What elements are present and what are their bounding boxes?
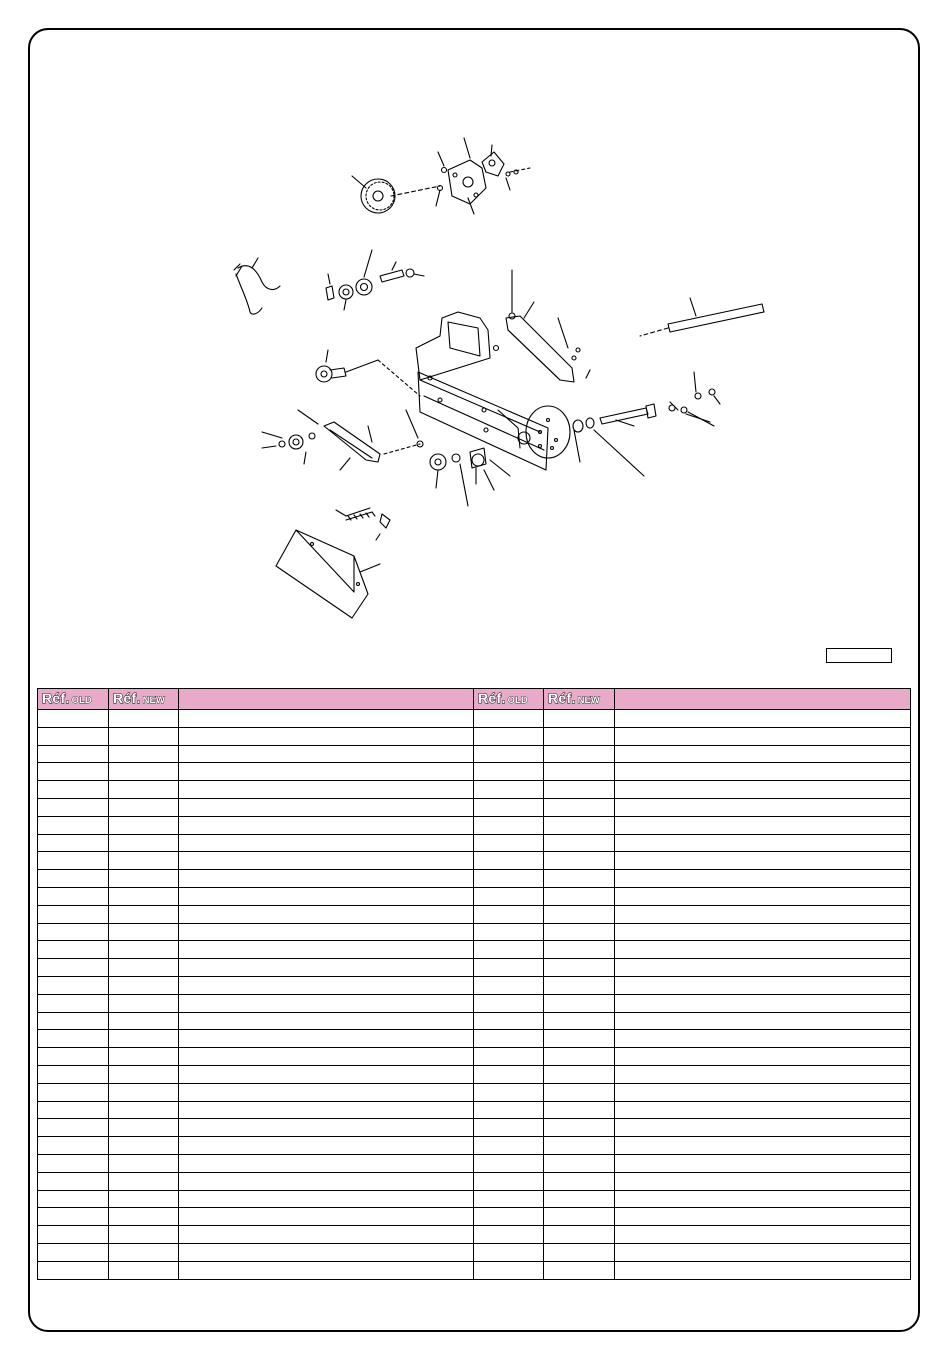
table-cell <box>38 1101 109 1119</box>
table-cell <box>544 905 615 923</box>
table-cell <box>109 941 179 959</box>
table-cell <box>179 1137 474 1155</box>
table-row <box>38 1261 911 1279</box>
table-cell <box>544 798 615 816</box>
table-cell <box>615 994 911 1012</box>
table-cell <box>109 816 179 834</box>
table-cell <box>615 1190 911 1208</box>
header-ref-old-left: Réf. OLD <box>38 689 109 710</box>
table-cell <box>179 959 474 977</box>
table-cell <box>615 816 911 834</box>
table-cell <box>544 781 615 799</box>
table-row <box>38 1243 911 1261</box>
table-row <box>38 1083 911 1101</box>
table-header-row <box>38 689 911 710</box>
table-cell <box>38 1208 109 1226</box>
table-cell <box>474 1065 544 1083</box>
table-cell <box>615 1065 911 1083</box>
middle-sprocket-part <box>430 448 510 506</box>
exploded-parts-diagram <box>0 0 950 660</box>
table-cell <box>474 1083 544 1101</box>
table-cell <box>474 941 544 959</box>
table-cell <box>544 710 615 728</box>
table-cell <box>109 1065 179 1083</box>
table-cell <box>544 941 615 959</box>
table-cell <box>474 727 544 745</box>
table-cell <box>615 727 911 745</box>
table-cell <box>615 781 911 799</box>
table-cell <box>38 1137 109 1155</box>
header-description-right <box>615 689 911 710</box>
table-cell <box>474 763 544 781</box>
table-cell <box>38 1261 109 1279</box>
table-cell <box>615 976 911 994</box>
table-cell <box>615 941 911 959</box>
table-cell <box>38 994 109 1012</box>
table-cell <box>38 763 109 781</box>
header-ref-new-right: Réf. NEW <box>544 689 615 710</box>
table-cell <box>474 1119 544 1137</box>
table-cell <box>544 1137 615 1155</box>
table-cell <box>615 1137 911 1155</box>
table-cell <box>615 745 911 763</box>
table-row <box>38 994 911 1012</box>
table-row <box>38 763 911 781</box>
table-row <box>38 887 911 905</box>
table-cell <box>109 1137 179 1155</box>
table-cell <box>474 1243 544 1261</box>
table-cell <box>179 994 474 1012</box>
header-description-left <box>179 689 474 710</box>
reference-number-box <box>826 648 892 663</box>
table-cell <box>38 923 109 941</box>
table-row <box>38 1101 911 1119</box>
table-cell <box>38 798 109 816</box>
table-cell <box>544 727 615 745</box>
table-row <box>38 1226 911 1244</box>
table-cell <box>474 852 544 870</box>
table-row <box>38 745 911 763</box>
table-cell <box>179 1261 474 1279</box>
table-cell <box>38 959 109 977</box>
table-row <box>38 941 911 959</box>
table-cell <box>474 1048 544 1066</box>
table-cell <box>544 1154 615 1172</box>
table-cell <box>615 1261 911 1279</box>
table-cell <box>544 1030 615 1048</box>
bearing-flange-part <box>436 138 530 214</box>
table-cell <box>179 1048 474 1066</box>
table-cell <box>179 941 474 959</box>
table-cell <box>109 994 179 1012</box>
table-row <box>38 1190 911 1208</box>
table-cell <box>544 763 615 781</box>
table-row <box>38 852 911 870</box>
table-cell <box>474 781 544 799</box>
table-cell <box>544 816 615 834</box>
table-cell <box>544 1012 615 1030</box>
table-cell <box>109 834 179 852</box>
table-row <box>38 1208 911 1226</box>
table-cell <box>544 1243 615 1261</box>
table-cell <box>109 710 179 728</box>
table-cell <box>109 959 179 977</box>
table-cell <box>474 887 544 905</box>
table-cell <box>109 1048 179 1066</box>
table-cell <box>474 994 544 1012</box>
table-cell <box>544 923 615 941</box>
table-row <box>38 976 911 994</box>
table-cell <box>474 976 544 994</box>
table-cell <box>544 1083 615 1101</box>
table-cell <box>474 1172 544 1190</box>
table-cell <box>615 1208 911 1226</box>
table-cell <box>179 1172 474 1190</box>
table-row <box>38 816 911 834</box>
table-cell <box>38 870 109 888</box>
table-cell <box>544 870 615 888</box>
table-cell <box>179 1030 474 1048</box>
table-cell <box>179 763 474 781</box>
table-cell <box>38 976 109 994</box>
roller-chain-part <box>234 258 280 314</box>
table-cell <box>38 941 109 959</box>
header-ref-new-left: Réf. NEW <box>109 689 179 710</box>
table-row <box>38 1030 911 1048</box>
table-cell <box>179 710 474 728</box>
table-row <box>38 1065 911 1083</box>
table-cell <box>474 1101 544 1119</box>
table-cell <box>38 1190 109 1208</box>
table-cell <box>474 745 544 763</box>
table-cell <box>179 1119 474 1137</box>
table-cell <box>38 727 109 745</box>
table-cell <box>615 798 911 816</box>
table-cell <box>109 1243 179 1261</box>
table-row <box>38 710 911 728</box>
table-cell <box>544 1101 615 1119</box>
table-cell <box>615 1012 911 1030</box>
table-cell <box>179 1190 474 1208</box>
table-row <box>38 1137 911 1155</box>
table-cell <box>474 798 544 816</box>
table-cell <box>179 923 474 941</box>
disc-hub-part <box>526 404 656 476</box>
table-cell <box>109 1261 179 1279</box>
table-cell <box>544 1208 615 1226</box>
table-cell <box>544 1065 615 1083</box>
table-cell <box>474 959 544 977</box>
table-cell <box>109 727 179 745</box>
table-cell <box>38 1172 109 1190</box>
table-cell <box>179 745 474 763</box>
table-cell <box>179 727 474 745</box>
table-cell <box>109 1154 179 1172</box>
table-cell <box>109 1101 179 1119</box>
table-cell <box>474 1190 544 1208</box>
table-cell <box>474 1208 544 1226</box>
table-cell <box>615 905 911 923</box>
table-row <box>38 1172 911 1190</box>
table-cell <box>38 1083 109 1101</box>
small-sprockets-part <box>326 250 424 310</box>
table-cell <box>109 905 179 923</box>
table-cell <box>615 887 911 905</box>
table-cell <box>109 1012 179 1030</box>
table-cell <box>474 1261 544 1279</box>
table-cell <box>474 923 544 941</box>
table-row <box>38 781 911 799</box>
table-cell <box>544 887 615 905</box>
table-cell <box>179 852 474 870</box>
table-cell <box>544 1261 615 1279</box>
table-cell <box>544 852 615 870</box>
tension-spring-part <box>336 508 390 540</box>
table-cell <box>544 994 615 1012</box>
table-cell <box>109 976 179 994</box>
table-cell <box>179 781 474 799</box>
table-cell <box>474 1137 544 1155</box>
table-cell <box>615 1243 911 1261</box>
table-row <box>38 1048 911 1066</box>
table-cell <box>38 1119 109 1137</box>
table-cell <box>38 1243 109 1261</box>
table-row <box>38 834 911 852</box>
table-cell <box>615 1119 911 1137</box>
table-row <box>38 870 911 888</box>
table-cell <box>179 887 474 905</box>
table-cell <box>615 959 911 977</box>
table-cell <box>179 834 474 852</box>
table-cell <box>179 1083 474 1101</box>
table-cell <box>474 816 544 834</box>
table-cell <box>179 798 474 816</box>
table-cell <box>615 1083 911 1101</box>
table-cell <box>109 798 179 816</box>
table-cell <box>179 1101 474 1119</box>
table-cell <box>109 1030 179 1048</box>
table-cell <box>544 745 615 763</box>
parts-table-body <box>38 710 911 1280</box>
table-cell <box>474 834 544 852</box>
table-row <box>38 905 911 923</box>
table-cell <box>38 1065 109 1083</box>
table-cell <box>38 1048 109 1066</box>
table-cell <box>109 870 179 888</box>
table-cell <box>544 834 615 852</box>
table-cell <box>179 870 474 888</box>
table-cell <box>38 905 109 923</box>
table-cell <box>474 905 544 923</box>
support-bracket-part <box>494 270 591 382</box>
table-cell <box>544 959 615 977</box>
table-row <box>38 1154 911 1172</box>
table-cell <box>544 1226 615 1244</box>
table-cell <box>474 870 544 888</box>
drive-shaft-part <box>640 298 764 336</box>
table-row <box>38 923 911 941</box>
table-cell <box>109 852 179 870</box>
table-cell <box>38 781 109 799</box>
table-cell <box>615 852 911 870</box>
table-cell <box>615 1101 911 1119</box>
table-cell <box>179 1243 474 1261</box>
table-row <box>38 727 911 745</box>
table-cell <box>109 1119 179 1137</box>
table-cell <box>109 763 179 781</box>
header-ref-old-right: Réf. OLD <box>474 689 544 710</box>
table-cell <box>615 870 911 888</box>
table-cell <box>615 834 911 852</box>
table-cell <box>615 923 911 941</box>
table-cell <box>109 923 179 941</box>
table-cell <box>544 1190 615 1208</box>
table-cell <box>615 763 911 781</box>
table-cell <box>109 1190 179 1208</box>
parts-list-table <box>37 688 911 1280</box>
table-cell <box>38 834 109 852</box>
table-row <box>38 959 911 977</box>
table-cell <box>109 745 179 763</box>
table-cell <box>615 1172 911 1190</box>
table-cell <box>179 976 474 994</box>
table-cell <box>615 1048 911 1066</box>
table-cell <box>38 1226 109 1244</box>
table-cell <box>109 1208 179 1226</box>
table-cell <box>38 887 109 905</box>
table-cell <box>544 1048 615 1066</box>
chain-guard-part <box>276 530 380 618</box>
table-row <box>38 1119 911 1137</box>
table-cell <box>179 1065 474 1083</box>
table-cell <box>474 1012 544 1030</box>
table-cell <box>109 887 179 905</box>
table-cell <box>38 745 109 763</box>
table-row <box>38 1012 911 1030</box>
table-cell <box>179 1208 474 1226</box>
shaft-sprocket-part <box>316 350 378 382</box>
table-cell <box>38 1012 109 1030</box>
table-cell <box>38 852 109 870</box>
table-cell <box>38 1030 109 1048</box>
table-cell <box>179 1154 474 1172</box>
table-cell <box>38 816 109 834</box>
table-row <box>38 798 911 816</box>
table-cell <box>544 976 615 994</box>
table-cell <box>109 781 179 799</box>
table-cell <box>109 1083 179 1101</box>
table-cell <box>474 1030 544 1048</box>
table-cell <box>38 1154 109 1172</box>
table-cell <box>179 1012 474 1030</box>
table-cell <box>615 1226 911 1244</box>
table-cell <box>179 816 474 834</box>
table-cell <box>179 1226 474 1244</box>
fasteners-right-part <box>669 372 720 426</box>
frame-beam-part <box>378 312 548 470</box>
table-cell <box>109 1172 179 1190</box>
table-cell <box>615 710 911 728</box>
table-cell <box>544 1172 615 1190</box>
table-cell <box>474 710 544 728</box>
table-cell <box>179 905 474 923</box>
table-cell <box>38 710 109 728</box>
tensioner-arm-part <box>262 410 423 470</box>
table-cell <box>615 1030 911 1048</box>
table-cell <box>474 1226 544 1244</box>
large-sprocket-part <box>352 176 440 213</box>
table-cell <box>109 1226 179 1244</box>
table-cell <box>474 1154 544 1172</box>
table-cell <box>544 1119 615 1137</box>
table-cell <box>615 1154 911 1172</box>
